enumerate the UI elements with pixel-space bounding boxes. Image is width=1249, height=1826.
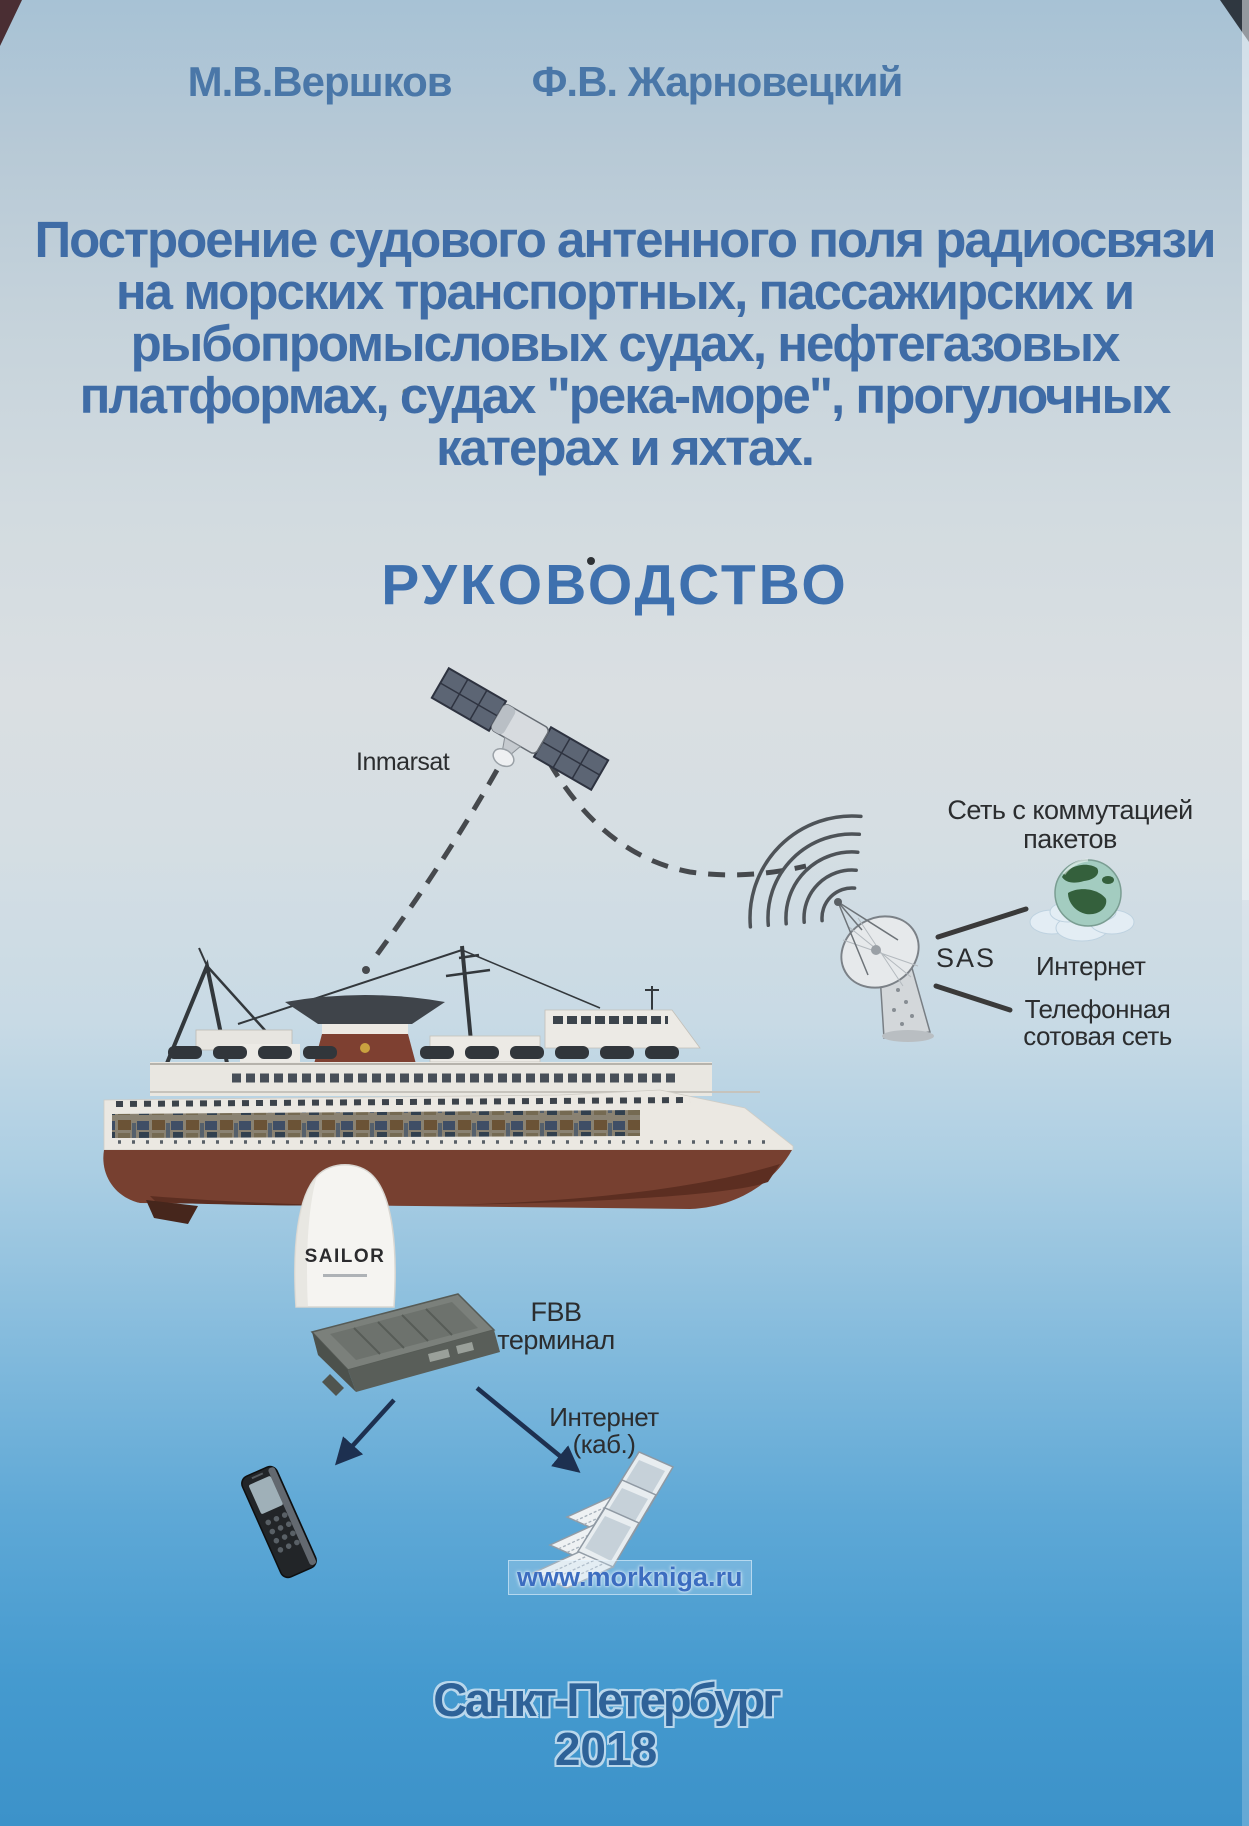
- title-line-2: на морских транспортных, пассажирских и: [115, 263, 1134, 320]
- phone-icon: [239, 1464, 318, 1580]
- author-name-1: М.В.Вершков: [187, 58, 452, 105]
- label-inmarsat: Inmarsat: [356, 748, 450, 776]
- title-line-1: Построение судового антенного поля радиосвязи: [34, 211, 1215, 268]
- publication-year: 2018: [554, 1723, 658, 1775]
- globe-icon: [1030, 860, 1134, 941]
- sailor-dome-icon: [295, 1165, 395, 1307]
- ship-icon: [103, 946, 793, 1224]
- satellite-icon: [420, 668, 608, 810]
- author-name-2: Ф.В. Жарновецкий: [531, 58, 903, 105]
- label-fbb-terminal: [476, 1298, 636, 1354]
- book-subtitle: РУКОВОДСТВО: [381, 553, 849, 617]
- label-internet-cable-line1: Интернет: [549, 1402, 659, 1432]
- title-line-5: катерах и яхтах.: [436, 419, 813, 476]
- label-cellular-line1: Телефонная: [1024, 994, 1171, 1024]
- label-cellular-line2: сотовая сеть: [1023, 1021, 1172, 1051]
- label-internet: Интернет: [1036, 951, 1146, 981]
- label-fbb-line1: FBB: [530, 1297, 582, 1327]
- publisher-city: Санкт-Петербург: [433, 1673, 779, 1726]
- arrow-to-phone-icon: [338, 1400, 394, 1462]
- label-internet-cable-line2: (каб.): [572, 1429, 636, 1459]
- label-sailor-brand: SAILOR: [304, 1246, 386, 1267]
- satellite-dish-icon: [828, 898, 934, 1042]
- label-internet-cable: [524, 1404, 684, 1458]
- authors-line: [0, 58, 1090, 106]
- label-packet-network-line1: Сеть с коммутацией: [947, 795, 1193, 825]
- title-line-3: рыбопромысловых судах, нефтегазовых: [130, 315, 1119, 372]
- title-line-4: платформах, судах "река-море", прогулочных: [79, 367, 1170, 424]
- label-packet-network: [940, 796, 1200, 854]
- label-cellular-network: [1010, 996, 1185, 1050]
- book-title: [0, 211, 1249, 476]
- fbb-terminal-icon: [312, 1294, 500, 1396]
- label-fbb-line2: терминал: [497, 1325, 615, 1355]
- label-sas: SAS: [936, 943, 997, 973]
- watermark: www.morkniga.ru: [508, 1560, 752, 1595]
- signal-dashed-lines: [362, 762, 806, 974]
- label-packet-network-line2: пакетов: [1023, 824, 1117, 854]
